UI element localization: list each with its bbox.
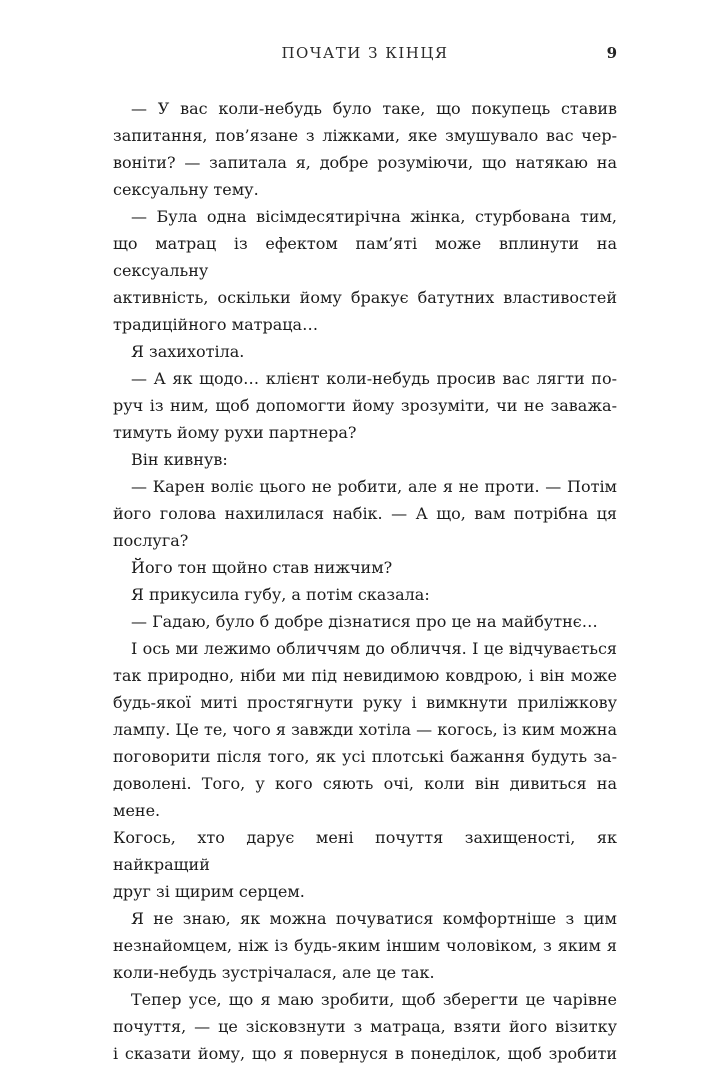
- body-text: [113, 95, 617, 1067]
- paragraph: [113, 608, 617, 635]
- paragraph: [113, 554, 617, 581]
- text-line: Я захихотіла.: [131, 342, 245, 361]
- paragraph: [113, 446, 617, 473]
- text-line: будь-якої миті простягнути руку і вимкнути приліжкову: [113, 693, 617, 712]
- text-line: Я не знаю, як можна почуватися комфортніше з цим: [131, 909, 617, 928]
- text-line: тимуть йому рухи партнера?: [113, 423, 357, 442]
- page-header: [113, 44, 617, 66]
- text-line: Когось, хто дарує мені почуття захищеності, як найкращий: [113, 828, 617, 874]
- text-line: послуга?: [113, 531, 189, 550]
- text-line: і сказати йому, що я повернуся в понеділок, щоб зробити: [113, 1044, 617, 1063]
- page-number: 9: [606, 44, 617, 62]
- text-line: коли-небудь зустрічалася, але це так.: [113, 963, 435, 982]
- text-line: Тепер усе, що я маю зробити, щоб зберегти це чарівне: [131, 990, 617, 1009]
- text-line: сексуальну тему.: [113, 180, 259, 199]
- text-line: руч із ним, щоб допомогти йому зрозуміти, чи не заважа-: [113, 396, 617, 415]
- running-title: ПОЧАТИ З КІНЦЯ: [281, 44, 449, 62]
- text-line: незнайомцем, ніж із будь-яким іншим чоловіком, з яким я: [113, 936, 617, 955]
- paragraph: [113, 95, 617, 203]
- text-line: воніти? — запитала я, добре розуміючи, що натякаю на: [113, 153, 617, 172]
- paragraph: [113, 986, 617, 1067]
- text-line: лампу. Це те, чого я завжди хотіла — когось, із ким можна: [113, 720, 617, 739]
- text-line: почуття, — це зісковзнути з матраца, взяти його візитку: [113, 1017, 617, 1036]
- text-line: Його тон щойно став нижчим?: [131, 558, 393, 577]
- text-line: що матрац із ефектом пам’яті може вплинути на сексуальну: [113, 234, 617, 280]
- paragraph: [113, 203, 617, 338]
- paragraph: [113, 365, 617, 446]
- paragraph: [113, 905, 617, 986]
- paragraph: [113, 473, 617, 554]
- paragraph: [113, 635, 617, 905]
- text-line: — А як щодо… клієнт коли-небудь просив вас лягти по-: [131, 369, 617, 388]
- text-line: — Гадаю, було б добре дізнатися про це на майбутнє…: [131, 612, 598, 631]
- text-line: І ось ми лежимо обличчям до обличчя. І це відчувається: [131, 639, 617, 658]
- paragraph: [113, 581, 617, 608]
- text-line: Я прикусила губу, а потім сказала:: [131, 585, 430, 604]
- text-line: — У вас коли-небудь було таке, що покупець ставив: [131, 99, 617, 118]
- paragraph: [113, 338, 617, 365]
- text-line: Він кивнув:: [131, 450, 228, 469]
- text-line: так природно, ніби ми під невидимою ковдрою, і він може: [113, 666, 617, 685]
- text-line: його голова нахилилася набік. — А що, вам потрібна ця: [113, 504, 617, 523]
- text-line: активність, оскільки йому бракує батутних властивостей: [113, 288, 617, 307]
- text-line: запитання, пов’язане з ліжками, яке змушувало вас чер-: [113, 126, 617, 145]
- text-line: поговорити після того, як усі плотські бажання будуть за-: [113, 747, 617, 766]
- text-line: доволені. Того, у кого сяють очі, коли він дивиться на мене.: [113, 774, 617, 820]
- text-line: традиційного матраца…: [113, 315, 319, 334]
- text-line: — Була одна вісімдесятирічна жінка, стурбована тим,: [131, 207, 617, 226]
- text-line: друг зі щирим серцем.: [113, 882, 305, 901]
- text-line: — Карен воліє цього не робити, але я не проти. — Потім: [131, 477, 617, 496]
